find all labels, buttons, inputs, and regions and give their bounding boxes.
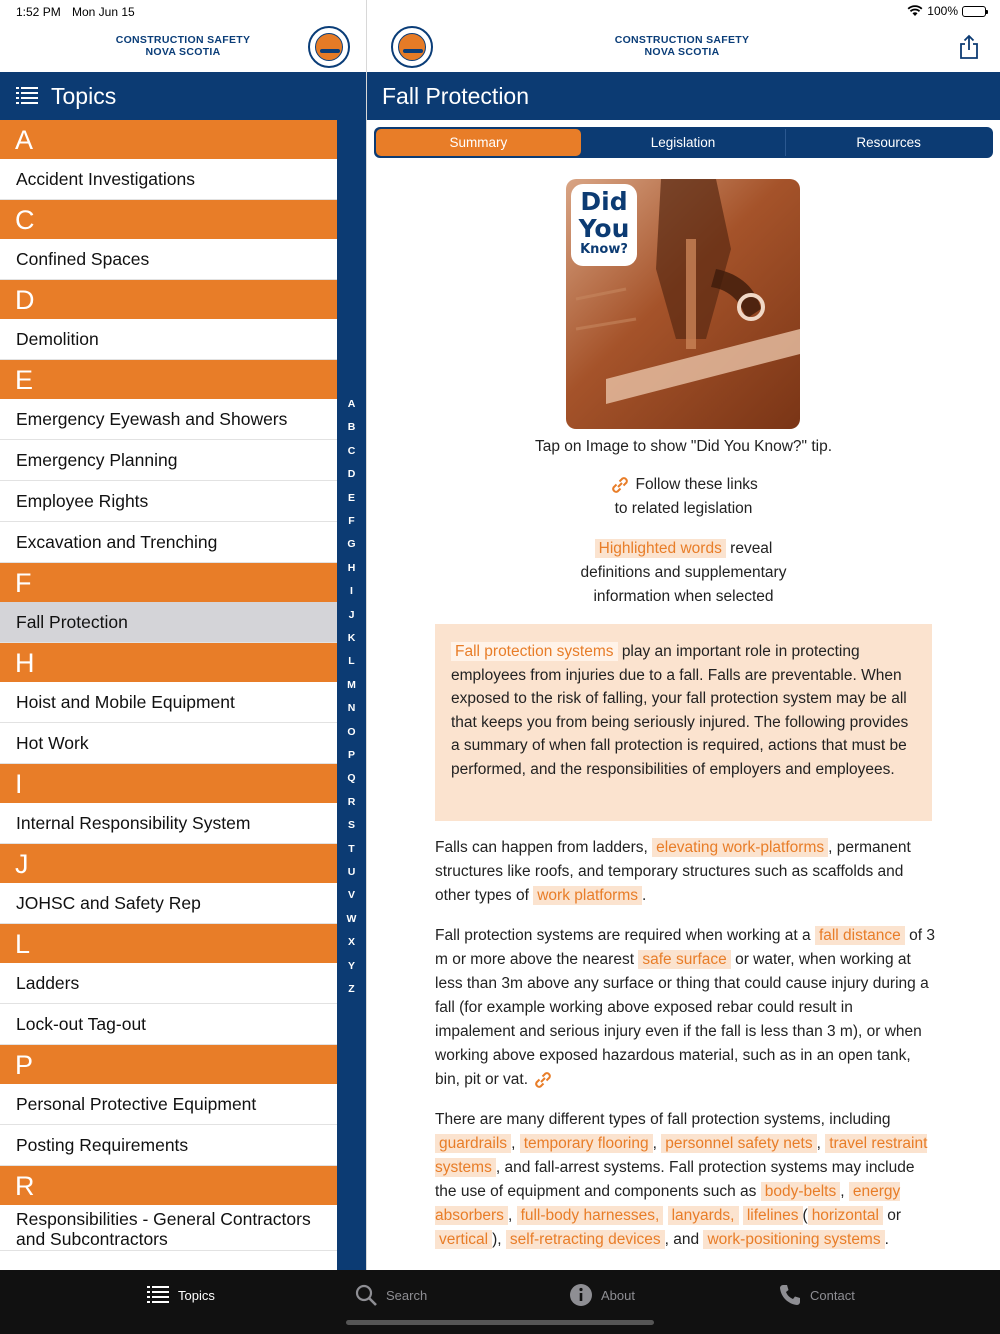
para1-text-b: , permanent structures like roofs, and temporary structures such as scaffolds and other types of bbox=[435, 839, 911, 904]
para2-text-a: Fall protection systems are required when working at a bbox=[435, 927, 811, 944]
index-letter[interactable]: M bbox=[347, 678, 356, 691]
index-letter[interactable]: I bbox=[350, 585, 353, 598]
section-header-e: E bbox=[0, 360, 337, 399]
topic-item[interactable]: Accident Investigations bbox=[0, 159, 337, 200]
status-right bbox=[907, 4, 986, 18]
topic-item[interactable]: Employee Rights bbox=[0, 481, 337, 522]
index-letter[interactable]: F bbox=[348, 515, 355, 527]
highlight-hint-line2: definitions and supplementary bbox=[580, 564, 787, 581]
index-letter[interactable]: B bbox=[347, 421, 356, 434]
term-elevating-work-platforms[interactable]: elevating work-platforms bbox=[652, 838, 828, 857]
home-indicator bbox=[346, 1320, 654, 1325]
tabbar-search[interactable] bbox=[354, 1280, 427, 1310]
term-lifelines[interactable]: lifelines bbox=[743, 1206, 803, 1225]
index-letter[interactable]: S bbox=[347, 819, 355, 832]
index-letter[interactable]: P bbox=[347, 749, 355, 761]
tabbar-topics-label: Topics bbox=[178, 1287, 215, 1303]
brand-text bbox=[587, 34, 777, 58]
term-fall-distance[interactable]: fall distance bbox=[815, 926, 905, 945]
status-time: 1:52 PM bbox=[16, 5, 61, 19]
term-vertical[interactable]: vertical bbox=[435, 1230, 492, 1249]
topics-navbar bbox=[0, 72, 366, 120]
phone-icon bbox=[778, 1283, 802, 1307]
index-letter[interactable]: E bbox=[347, 491, 355, 504]
highlight-example: Highlighted words bbox=[595, 539, 726, 558]
tabbar-contact[interactable] bbox=[778, 1280, 855, 1310]
list-icon[interactable] bbox=[16, 85, 38, 107]
did-you-know-badge bbox=[571, 184, 637, 266]
index-letter[interactable]: C bbox=[347, 444, 356, 457]
index-letter[interactable]: W bbox=[346, 912, 357, 925]
brand-line1: CONSTRUCTION SAFETY bbox=[115, 34, 251, 46]
index-letter[interactable]: J bbox=[348, 608, 355, 621]
index-letter[interactable]: O bbox=[347, 725, 356, 738]
link-icon bbox=[609, 475, 631, 495]
term-lanyards[interactable]: lanyards, bbox=[668, 1206, 739, 1225]
term-work-platforms[interactable]: work platforms bbox=[533, 886, 642, 905]
brand-line2: NOVA SCOTIA bbox=[644, 46, 720, 58]
para1-text-c: . bbox=[642, 887, 647, 904]
dyk-line3: Know? bbox=[580, 242, 628, 257]
status-date: Mon Jun 15 bbox=[72, 5, 135, 19]
battery-icon bbox=[962, 6, 986, 17]
index-letter[interactable]: N bbox=[347, 702, 356, 715]
index-letter[interactable]: Y bbox=[347, 959, 355, 972]
para3-text-a: There are many different types of fall protection systems, including bbox=[435, 1111, 891, 1128]
index-letter[interactable]: D bbox=[347, 468, 356, 481]
section-header-j: J bbox=[0, 844, 337, 883]
term-full-body-harnesses[interactable]: full-body harnesses, bbox=[517, 1206, 664, 1225]
tabbar-contact-label: Contact bbox=[810, 1287, 855, 1303]
term-work-positioning-systems[interactable]: work-positioning systems bbox=[703, 1230, 884, 1249]
tabbar-search-label: Search bbox=[386, 1287, 428, 1303]
dyk-line1: Did bbox=[580, 187, 628, 216]
term-travel-restraint-systems[interactable]: travel restraint systems bbox=[435, 1135, 928, 1176]
tab-resources[interactable]: Resources bbox=[856, 135, 921, 150]
topics-title: Topics bbox=[51, 83, 117, 109]
alphabet-index[interactable] bbox=[337, 120, 366, 1270]
tab-summary[interactable]: Summary bbox=[376, 129, 581, 156]
highlight-hint-text: reveal bbox=[730, 540, 773, 557]
share-icon[interactable] bbox=[958, 34, 980, 60]
list-icon bbox=[146, 1283, 170, 1307]
para3-and: , and bbox=[664, 1231, 700, 1248]
section-header-p: P bbox=[0, 1045, 337, 1084]
links-hint bbox=[367, 473, 1000, 521]
section-header-f: F bbox=[0, 563, 337, 602]
para3-end: . bbox=[884, 1231, 889, 1248]
tab-legislation[interactable]: Legislation bbox=[581, 129, 787, 156]
tap-image-hint: Tap on Image to show "Did You Know?" tip. bbox=[534, 438, 833, 455]
index-letter[interactable]: L bbox=[348, 655, 355, 668]
topic-item[interactable]: Demolition bbox=[0, 319, 337, 360]
term-self-retracting-devices[interactable]: self-retracting devices bbox=[506, 1230, 665, 1249]
index-letter[interactable]: G bbox=[347, 538, 356, 551]
tabbar-about[interactable] bbox=[569, 1280, 635, 1310]
section-header-d: D bbox=[0, 280, 337, 319]
section-header-i: I bbox=[0, 764, 337, 803]
did-you-know-image[interactable] bbox=[566, 179, 800, 429]
term-energy-absorbers[interactable]: energy absorbers bbox=[435, 1183, 901, 1224]
paragraph-system-types: There are many different types of fall protection systems, including guardrails , temporary flooring , personnel safety nets , travel restraint systems , and fall-arrest systems. Fall protection systems may include the use of equipment and components such as body-belts , energy absorbers , full-body harnesses, lanyards, lifelines ( horizontal or vertical ), self-retracting devices , and work-positioning systems . bbox=[435, 1111, 928, 1248]
links-hint-line2: to related legislation bbox=[614, 500, 753, 517]
index-letter[interactable]: A bbox=[347, 398, 356, 410]
term-horizontal[interactable]: horizontal bbox=[808, 1206, 883, 1225]
links-hint-line1: Follow these links bbox=[635, 476, 758, 493]
topics-list bbox=[0, 120, 337, 1270]
topic-item[interactable]: Emergency Planning bbox=[0, 440, 337, 481]
wifi-icon bbox=[907, 5, 923, 17]
topic-item[interactable]: Hoist and Mobile Equipment bbox=[0, 682, 337, 723]
index-letter[interactable]: Z bbox=[348, 983, 355, 995]
para1-text-a: Falls can happen from ladders, bbox=[435, 839, 648, 856]
left-header bbox=[0, 22, 366, 72]
para3-text-b: , and fall-arrest systems. Fall protection systems may include the use of equipment and components such as bbox=[435, 1159, 915, 1200]
intro-box bbox=[435, 624, 932, 821]
dyk-line2: You bbox=[578, 214, 630, 243]
tabbar-topics[interactable] bbox=[146, 1280, 215, 1310]
detail-navbar bbox=[367, 72, 1000, 120]
search-icon bbox=[354, 1283, 378, 1307]
para2-text-c: or water, when working at less than 3m above any surface or thing that could cause injury during a fall (for example working above exposed rebar could result in impalement and serious injury even if the fall is less than 3 m), or when working above exposed hazardous material, such as in an open tank, bin, pit or vat. bbox=[435, 951, 929, 1088]
brand-line2: NOVA SCOTIA bbox=[145, 46, 221, 58]
topic-item[interactable]: JOHSC and Safety Rep bbox=[0, 883, 337, 924]
index-letter[interactable]: H bbox=[347, 561, 356, 574]
para3-or: or bbox=[887, 1207, 902, 1224]
index-letter[interactable]: U bbox=[347, 866, 356, 878]
index-letter[interactable]: Q bbox=[347, 772, 356, 785]
highlight-hint bbox=[367, 537, 1000, 609]
term-safe-surface[interactable]: safe surface bbox=[638, 950, 730, 969]
topic-item[interactable]: Emergency Eyewash and Showers bbox=[0, 399, 337, 440]
topic-item[interactable]: Confined Spaces bbox=[0, 239, 337, 280]
para2-text-b: of 3 m or more above the nearest bbox=[435, 927, 935, 968]
legislation-link-icon[interactable] bbox=[532, 1070, 554, 1090]
page-title: Fall Protection bbox=[382, 83, 530, 109]
topic-item[interactable]: Excavation and Trenching bbox=[0, 522, 337, 563]
term-body-belts[interactable]: body-belts bbox=[761, 1182, 841, 1201]
topic-item[interactable]: Posting Requirements bbox=[0, 1125, 337, 1166]
term-fall-protection-systems[interactable]: Fall protection systems bbox=[451, 642, 618, 661]
topic-item[interactable]: Ladders bbox=[0, 963, 337, 1004]
status-bar bbox=[0, 0, 1000, 22]
section-header-l: L bbox=[0, 924, 337, 963]
paragraph-requirements bbox=[435, 924, 935, 1092]
index-letter[interactable]: X bbox=[347, 936, 355, 949]
paragraph-falls bbox=[435, 836, 935, 908]
section-header-h: H bbox=[0, 643, 337, 682]
topic-item[interactable]: Personal Protective Equipment bbox=[0, 1084, 337, 1125]
term-personnel-safety-nets[interactable]: personnel safety nets bbox=[661, 1134, 816, 1153]
highlight-hint-line3: information when selected bbox=[593, 588, 774, 605]
summary-content bbox=[367, 160, 1000, 1270]
index-letter[interactable]: R bbox=[347, 795, 356, 808]
index-letter[interactable]: V bbox=[347, 889, 355, 902]
section-header-r: R bbox=[0, 1166, 337, 1205]
csns-logo-icon bbox=[391, 26, 433, 68]
topic-item[interactable]: Fall Protection bbox=[0, 602, 337, 643]
section-header-c: C bbox=[0, 200, 337, 239]
battery-percent: 100% bbox=[927, 4, 958, 18]
section-header-a: A bbox=[0, 120, 337, 159]
topic-item[interactable]: Internal Responsibility System bbox=[0, 803, 337, 844]
tabbar-about-label: About bbox=[601, 1287, 635, 1303]
topic-item[interactable]: Hot Work bbox=[0, 723, 337, 764]
csns-logo-icon bbox=[308, 26, 350, 68]
segmented-control bbox=[374, 127, 993, 158]
right-header bbox=[367, 22, 1000, 72]
topic-item[interactable]: Lock-out Tag-out bbox=[0, 1004, 337, 1045]
brand-line1: CONSTRUCTION SAFETY bbox=[614, 34, 750, 46]
brand-text bbox=[100, 34, 266, 58]
term-guardrails[interactable]: guardrails bbox=[435, 1134, 511, 1153]
index-letter[interactable]: T bbox=[348, 842, 355, 855]
intro-text: play an important role in protecting employees from injuries due to a fall. Falls are preventable. When exposed to the risk of falling, your fall protection system may be all that keeps you from being seriously injured. The following provides a summary of when fall protection is required, actions that must be performed, and the responsibilities of employers and employees. bbox=[451, 643, 909, 778]
term-temporary-flooring[interactable]: temporary flooring bbox=[520, 1134, 653, 1153]
index-letter[interactable]: K bbox=[347, 632, 356, 644]
info-icon bbox=[569, 1283, 593, 1307]
topic-item[interactable]: Responsibilities - General Contractors and Subcontractors bbox=[0, 1205, 337, 1251]
